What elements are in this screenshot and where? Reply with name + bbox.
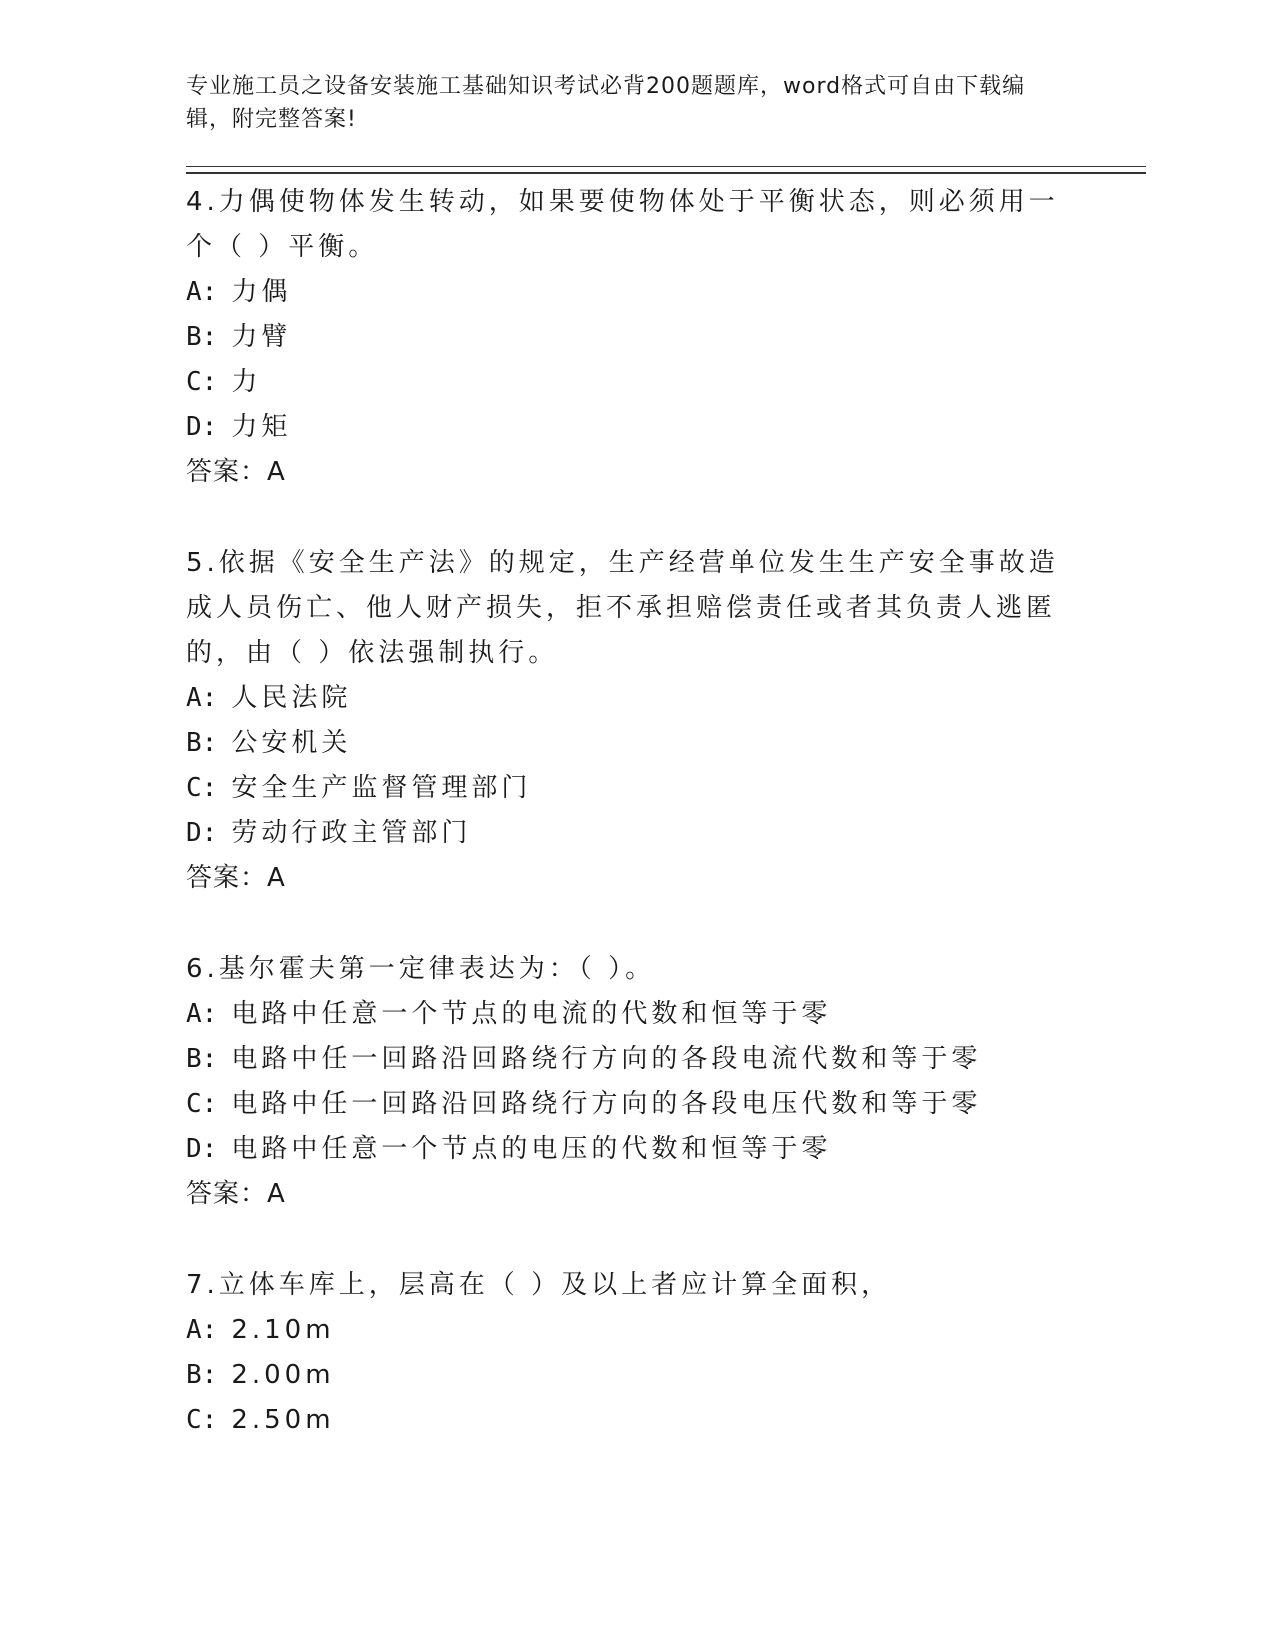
question-stem: 5.依据《安全生产法》的规定，生产经营单位发生生产安全事故造成人员伤亡、他人财产损失，拒不承担赔偿责任或者其负责人逃匿的，由（ ）依法强制执行。 <box>186 548 1059 668</box>
option-letter: C: <box>186 773 218 803</box>
option-text: 2.10m <box>231 1315 335 1345</box>
option-letter: B: <box>186 1044 218 1074</box>
option-letter: D: <box>186 818 218 848</box>
option-c <box>186 766 1146 811</box>
question-gap <box>186 901 1146 947</box>
answer-line: 答案：A <box>186 1179 286 1209</box>
option-text: 电路中任一回路沿回路绕行方向的各段电压代数和等于零 <box>231 1089 982 1119</box>
option-d <box>186 405 1146 450</box>
option-text: 电路中任意一个节点的电压的代数和恒等于零 <box>231 1134 832 1164</box>
option-b <box>186 1353 1146 1398</box>
option-text: 劳动行政主管部门 <box>231 818 472 848</box>
option-letter: C: <box>186 1089 218 1119</box>
answer-line: 答案：A <box>186 457 286 487</box>
option-text: 人民法院 <box>231 683 352 713</box>
option-letter: A: <box>186 277 218 307</box>
option-d <box>186 1127 1146 1172</box>
option-text: 2.50m <box>231 1405 335 1435</box>
option-b <box>186 721 1146 766</box>
option-letter: A: <box>186 683 218 713</box>
option-text: 公安机关 <box>231 728 352 758</box>
option-letter: C: <box>186 1405 218 1435</box>
option-letter: B: <box>186 1360 218 1390</box>
option-letter: C: <box>186 367 218 397</box>
question-7 <box>186 1263 1146 1443</box>
option-c <box>186 1398 1146 1443</box>
question-gap <box>186 495 1146 541</box>
option-letter: A: <box>186 1315 218 1345</box>
option-letter: B: <box>186 322 218 352</box>
option-text: 电路中任一回路沿回路绕行方向的各段电流代数和等于零 <box>231 1044 982 1074</box>
question-stem: 6.基尔霍夫第一定律表达为：（ ）。 <box>186 954 656 984</box>
option-letter: D: <box>186 1134 218 1164</box>
option-text: 安全生产监督管理部门 <box>231 773 532 803</box>
option-text: 力 <box>231 367 262 397</box>
option-text: 力臂 <box>231 322 292 352</box>
header-divider <box>186 166 1146 174</box>
question-gap <box>186 1217 1146 1263</box>
option-letter: A: <box>186 999 218 1029</box>
option-text: 力偶 <box>231 277 292 307</box>
question-5 <box>186 541 1146 901</box>
option-b <box>186 1037 1146 1082</box>
option-a <box>186 1308 1146 1353</box>
option-text: 2.00m <box>231 1360 335 1390</box>
option-a <box>186 270 1146 315</box>
option-d <box>186 811 1146 856</box>
option-a <box>186 992 1146 1037</box>
answer-line: 答案：A <box>186 863 286 893</box>
option-b <box>186 315 1146 360</box>
option-text: 力矩 <box>231 412 292 442</box>
option-c <box>186 360 1146 405</box>
question-4 <box>186 180 1146 495</box>
document-page <box>186 70 1146 1443</box>
option-text: 电路中任意一个节点的电流的代数和恒等于零 <box>231 999 832 1029</box>
option-a <box>186 676 1146 721</box>
question-stem: 4.力偶使物体发生转动，如果要使物体处于平衡状态，则必须用一个（ ）平衡。 <box>186 187 1059 262</box>
option-c <box>186 1082 1146 1127</box>
option-letter: B: <box>186 728 218 758</box>
question-stem: 7.立体车库上，层高在（ ）及以上者应计算全面积， <box>186 1270 892 1300</box>
document-header-title: 专业施工员之设备安装施工基础知识考试必背200题题库，word格式可自由下载编辑，附完整答案! <box>186 74 1026 132</box>
question-6 <box>186 947 1146 1217</box>
option-letter: D: <box>186 412 218 442</box>
